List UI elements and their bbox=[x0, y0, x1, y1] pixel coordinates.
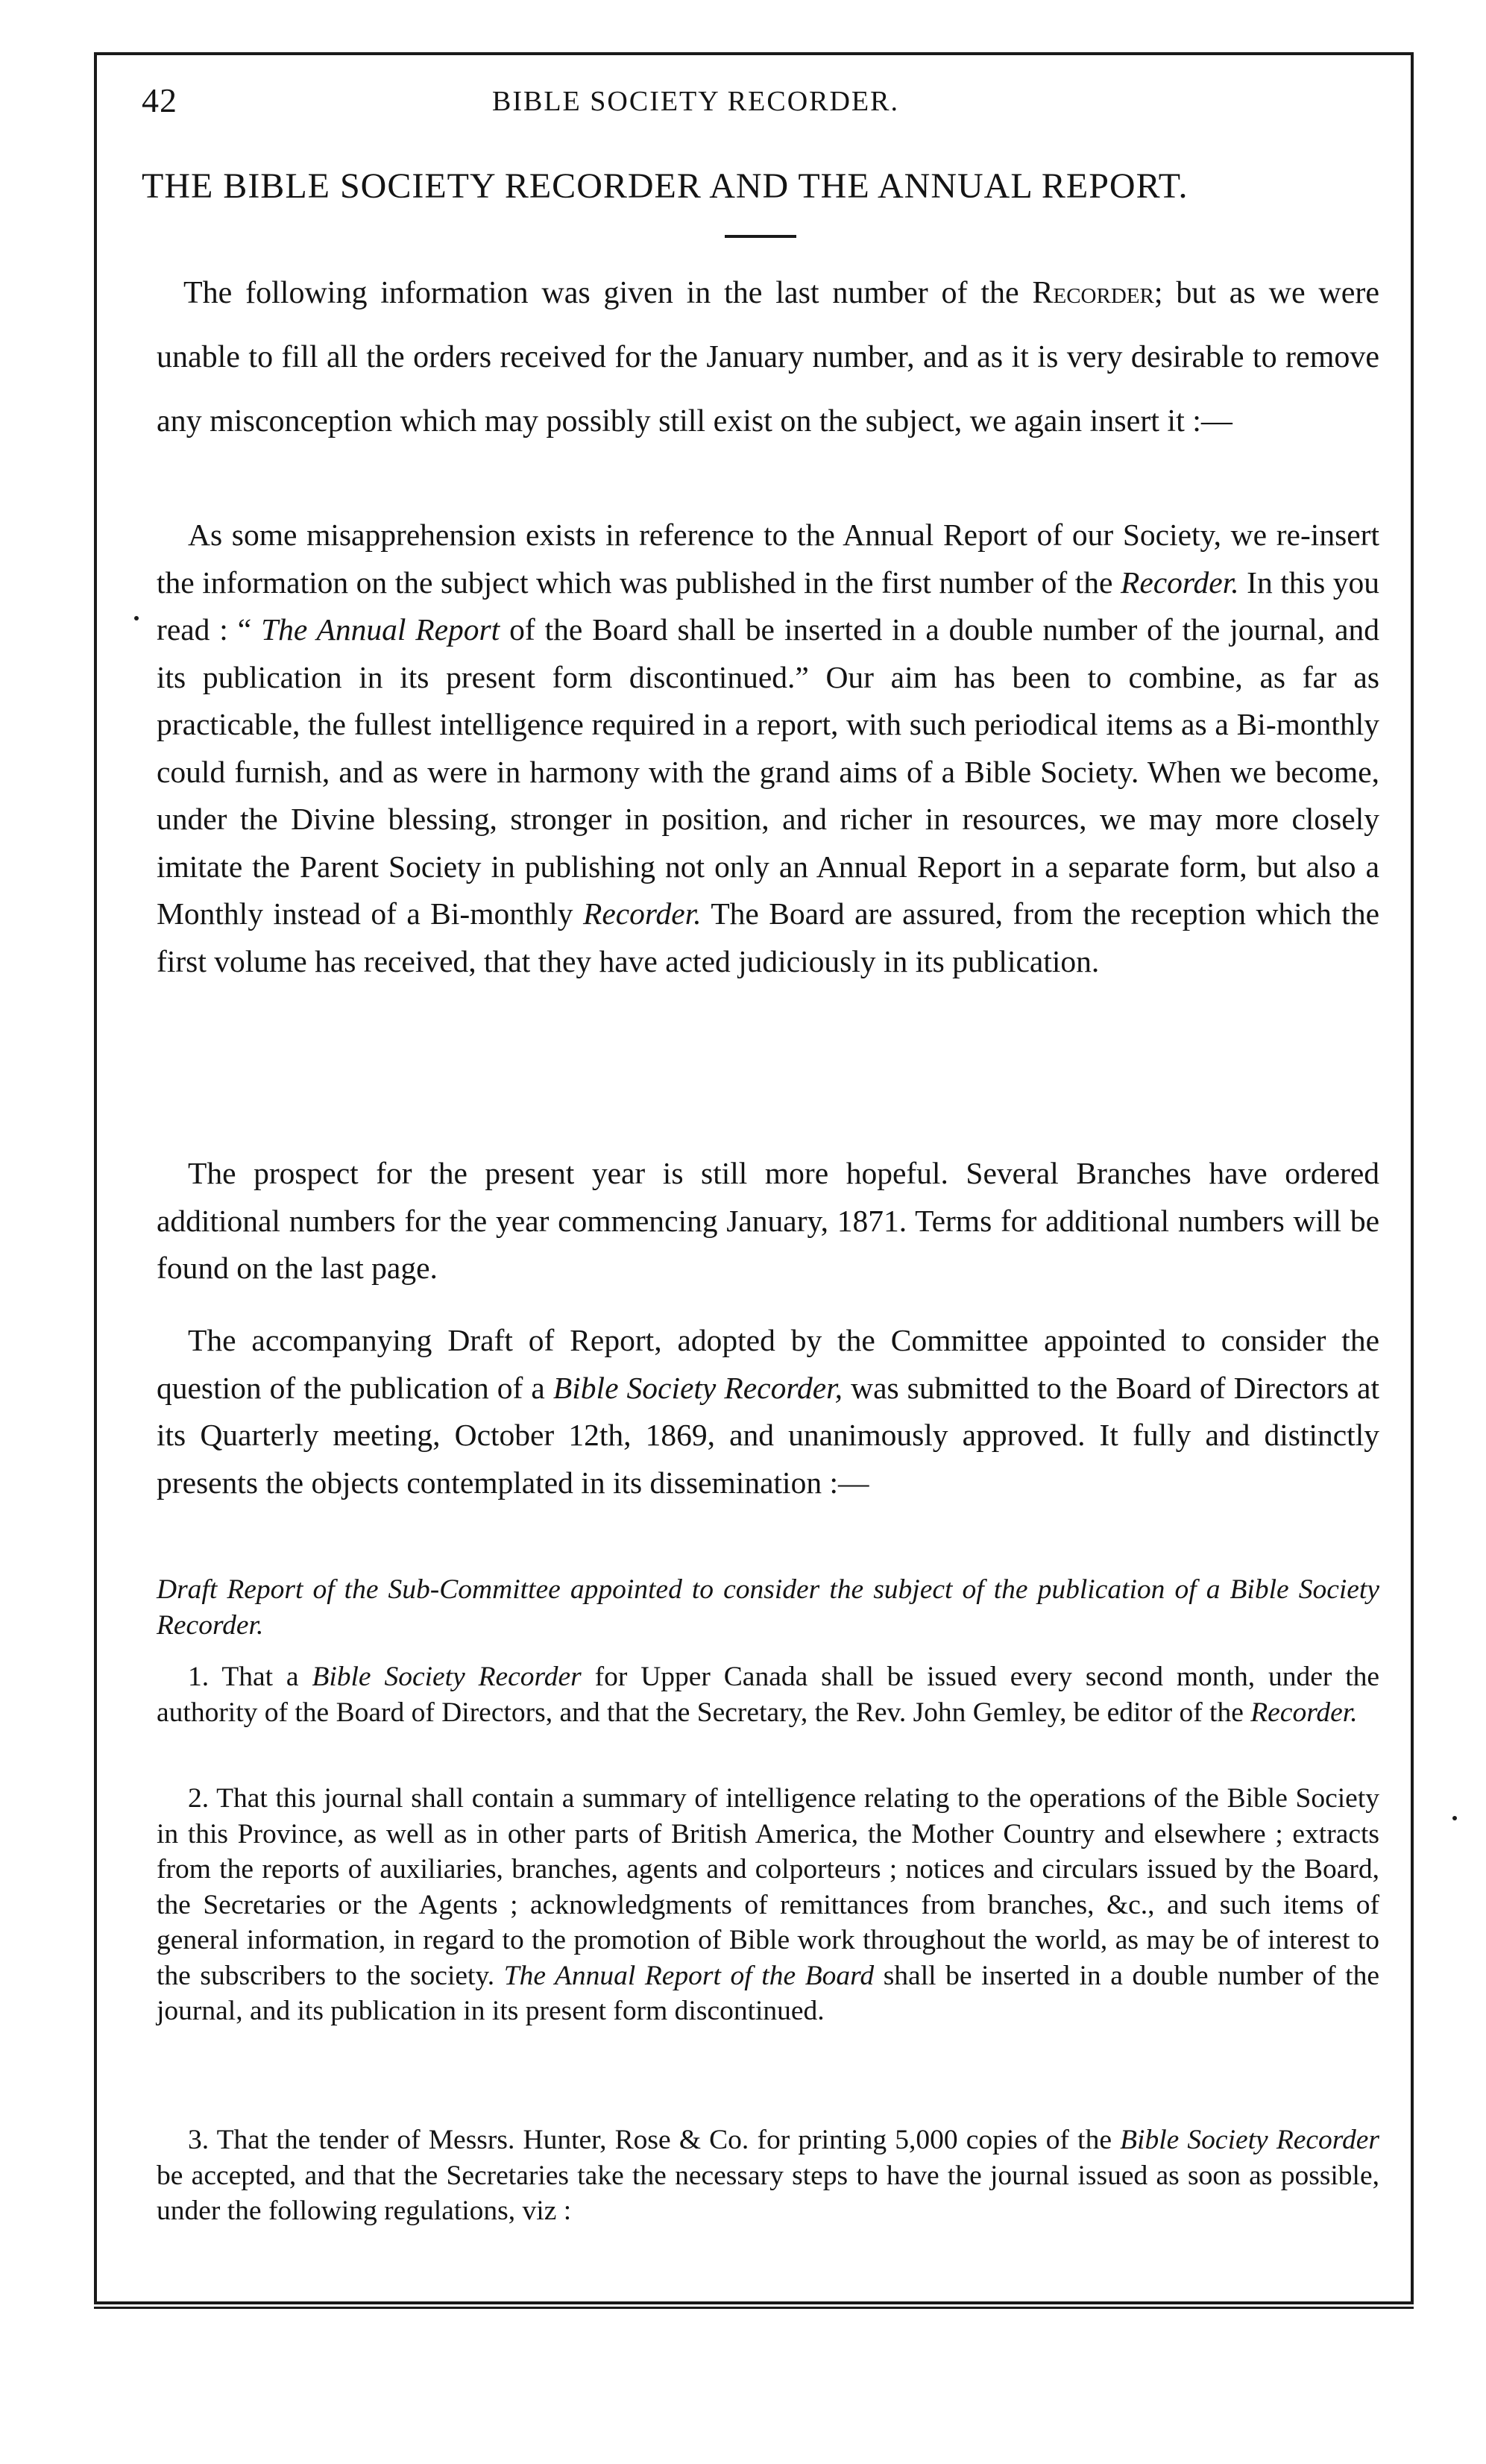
para1-text-e: of the Board shall be inserted in a double number of the journal, and its publication in its present form discontinued.” Our aim has been to combine, as far as practicable, the fullest intelligence required in a report, with such periodical items as a Bi-monthly could furnish, and as were in harmony with the grand aims of a Bible Society. When we become, under the Divine blessing, stronger in position, and richer in resources, we may more closely imitate the Parent Society in publishing not only an Annual Report in a separate form, but also a Monthly instead of a Bi-monthly bbox=[157, 612, 1379, 931]
para1-text-c: In this you read : “ bbox=[157, 565, 1380, 647]
item1-text-a: 1. That a bbox=[188, 1662, 312, 1692]
page-number: 42 bbox=[142, 81, 177, 119]
item2-text-a: 2. That this journal shall contain a summary of intelligence relating to the operations of the Bible Society in this Province, as well as in other parts of British America, the Mother Country and elsewhere ; extracts from the reports of auxiliaries, branches, agents and colporteurs ; notices and circulars issued by the Board, the Secretaries or the Agents ; acknowledgments of remittances from branches, &c., and such items of general information, in regard to the promotion of Bible work throughout the world, as may be of interest to the subscribers to the society. bbox=[157, 1783, 1379, 1991]
article-title: THE BIBLE SOCIETY RECORDER AND THE ANNUAL REPORT. bbox=[142, 166, 1189, 206]
running-head: BIBLE SOCIETY RECORDER. bbox=[492, 86, 899, 117]
para1-recorder-1: Recorder. bbox=[1120, 565, 1239, 600]
draft-heading: Draft Report of the Sub-Committee appointed to consider the subject of the publication of a Bible Society Recorder. bbox=[157, 1574, 1379, 1641]
para1-text-a: As some misapprehension exists in reference to the Annual Report of our Society, we re-insert the information on the subject which was published in the first number of the bbox=[157, 518, 1379, 600]
paragraph-annual-report bbox=[157, 512, 1379, 985]
item1-recorder-2: Recorder. bbox=[1250, 1697, 1358, 1728]
paragraph-draft-intro bbox=[157, 1317, 1379, 1506]
item2-annual-report: The Annual Report of the Board bbox=[503, 1960, 875, 1991]
margin-dot-right bbox=[1452, 1816, 1457, 1820]
para1-recorder-2: Recorder. bbox=[582, 896, 702, 931]
paragraph-prospect: The prospect for the present year is still more hopeful. Several Branches have ordered additional numbers for the year commencing January, 1871. Terms for additional numbers will be found on the last page. bbox=[157, 1156, 1379, 1285]
item1-recorder: Bible Society Recorder bbox=[312, 1662, 582, 1692]
para3-recorder: Bible Society Recorder, bbox=[552, 1370, 843, 1405]
para3-text-a: The accompanying Draft of Report, adopted by the Committee appointed to consider the question of the publication of a bbox=[157, 1323, 1379, 1405]
item2-text-c: shall be inserted in a double number of the journal, and its publication in its present form discontinued. bbox=[157, 1960, 1379, 2026]
margin-dot-left bbox=[134, 616, 139, 620]
item1-text-c: for Upper Canada shall be issued every second month, under the authority of the Board of Directors, and that the Secretary, the Rev. John Gemley, be editor of the bbox=[157, 1662, 1380, 1728]
intro-paragraph bbox=[157, 261, 1379, 453]
draft-item-2 bbox=[157, 1781, 1379, 2029]
para3-text-c: was submitted to the Board of Directors at its Quarterly meeting, October 12th, 1869, and unanimously approved. It fully and distinctly presents the objects contemplated in its dissemination :— bbox=[157, 1370, 1379, 1500]
title-rule bbox=[725, 235, 796, 238]
intro-text-2: ; but as we were unable to fill all the orders received for the January number, and as it is very desirable to remove any misconception which may possibly still exist on the subject, we again insert it :— bbox=[157, 276, 1380, 439]
draft-item-1 bbox=[157, 1659, 1379, 1730]
item3-text-a: 3. That the tender of Messrs. Hunter, Rose & Co. for printing 5,000 copies of the bbox=[188, 2125, 1121, 2155]
page-header bbox=[142, 81, 1409, 125]
intro-recorder: Recorder bbox=[1032, 276, 1154, 310]
item3-recorder: Bible Society Recorder bbox=[1120, 2125, 1379, 2155]
item3-text-c: be accepted, and that the Secretaries take the necessary steps to have the journal issued as soon as possible, under the following regulations, viz : bbox=[157, 2160, 1379, 2226]
intro-text-1: The following information was given in the last number of the bbox=[183, 276, 1033, 310]
draft-item-3 bbox=[157, 2122, 1379, 2229]
para1-text-g: The Board are assured, from the reception which the first volume has received, that they have acted judiciously in its publication. bbox=[157, 896, 1379, 978]
para1-annual-report: The Annual Report bbox=[261, 612, 500, 647]
